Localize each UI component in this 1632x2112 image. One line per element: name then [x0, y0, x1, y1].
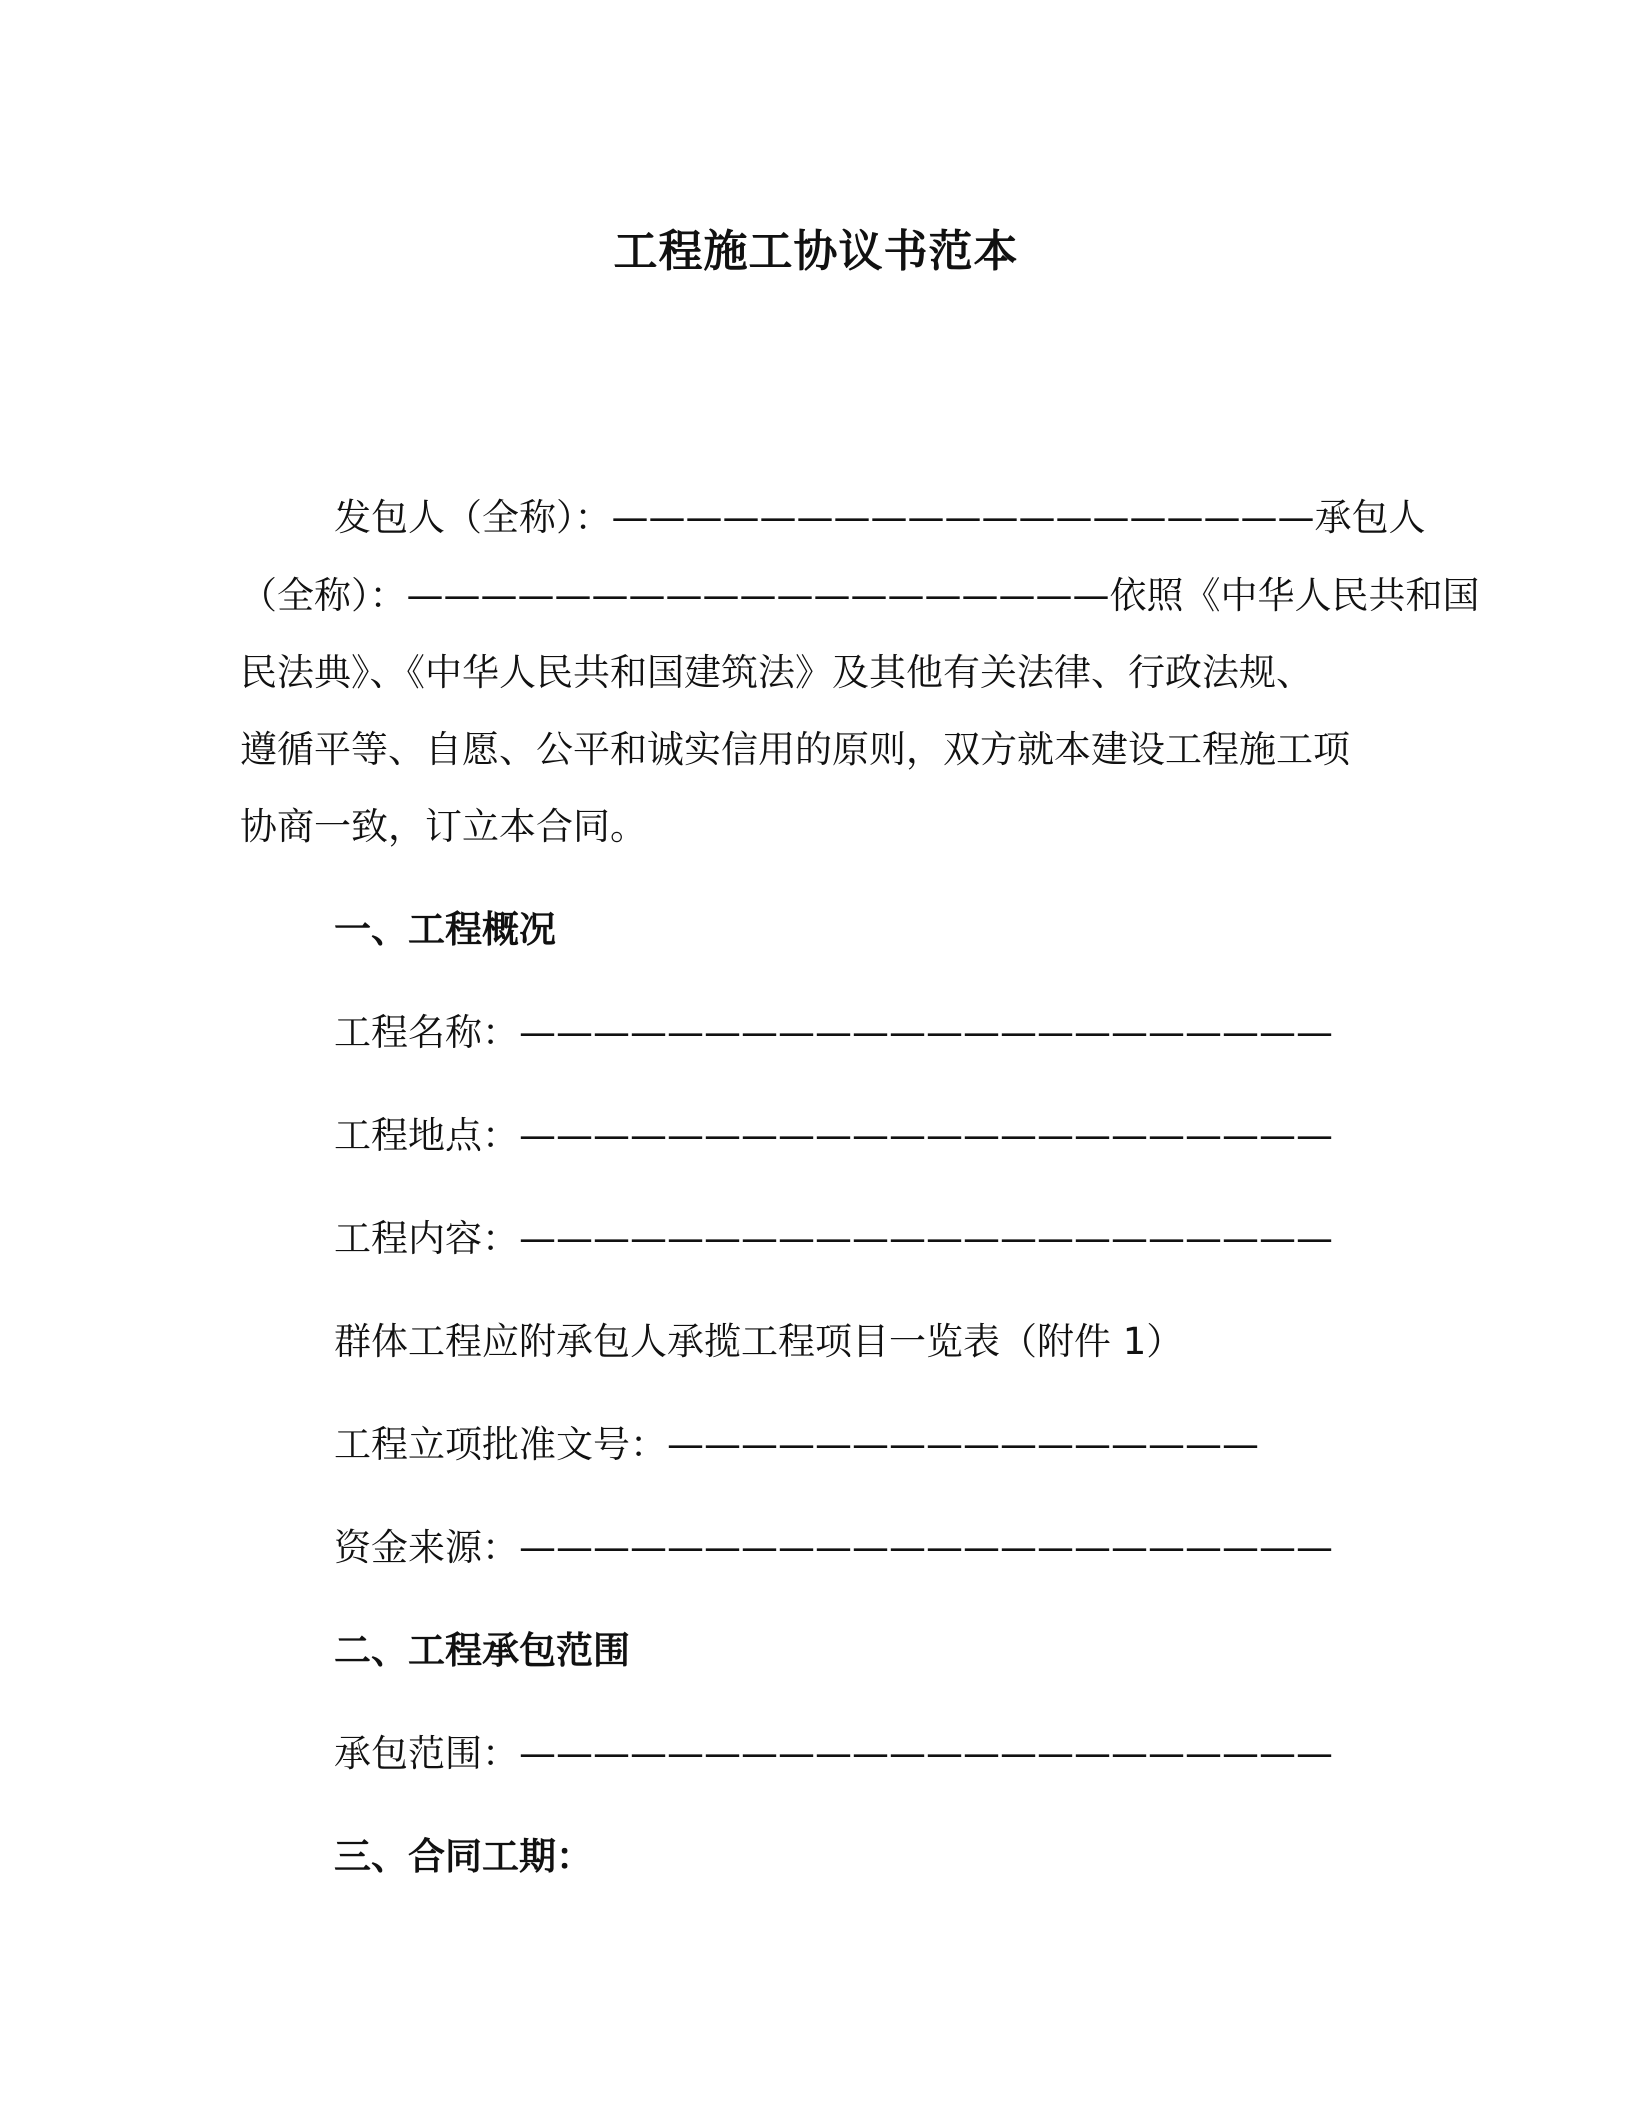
project-name-field: 工程名称：—————————————————————— — [334, 1011, 1333, 1054]
section-2-heading: 二、工程承包范围 — [334, 1629, 630, 1672]
funding-source-field: 资金来源：—————————————————————— — [334, 1526, 1333, 1569]
preamble-line-2: （全称）：———————————————————依照《中华人民共和国 — [240, 574, 1480, 617]
preamble-line-1: 发包人（全称）：———————————————————承包人 — [334, 496, 1426, 539]
preamble-line-4: 遵循平等、自愿、公平和诚实信用的原则，双方就本建设工程施工项 — [240, 728, 1350, 771]
document-title: 工程施工协议书范本 — [613, 226, 1019, 277]
preamble-line-3: 民法典》、《中华人民共和国建筑法》及其他有关法律、行政法规、 — [240, 651, 1313, 694]
scope-field: 承包范围：—————————————————————— — [334, 1732, 1333, 1775]
approval-number-field: 工程立项批准文号：———————————————— — [334, 1423, 1259, 1466]
project-content-field: 工程内容：—————————————————————— — [334, 1217, 1333, 1260]
project-location-field: 工程地点：—————————————————————— — [334, 1114, 1333, 1157]
preamble-line-5: 协商一致，订立本合同。 — [240, 805, 647, 848]
section-1-heading: 一、工程概况 — [334, 908, 556, 951]
section-3-heading: 三、合同工期： — [334, 1835, 593, 1878]
group-project-note: 群体工程应附承包人承揽工程项目一览表（附件 1） — [334, 1320, 1184, 1363]
